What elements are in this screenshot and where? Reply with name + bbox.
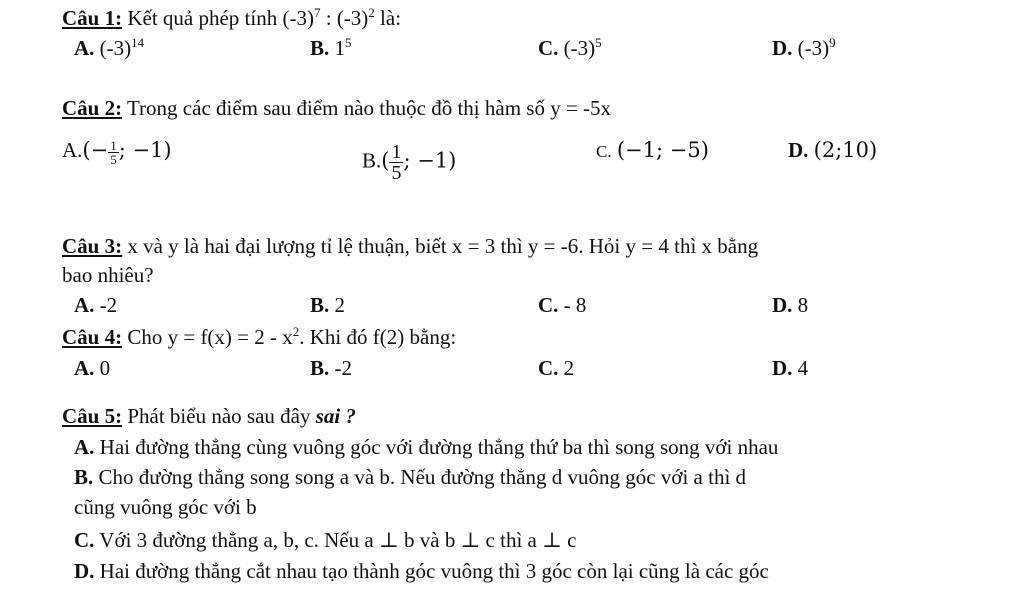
option-letter: A. — [74, 293, 95, 317]
q2-option-c[interactable] — [596, 138, 709, 164]
q3-option-a[interactable] — [74, 293, 117, 317]
q5-option-c[interactable] — [74, 528, 576, 552]
fraction-denominator: 5 — [391, 162, 402, 184]
q5-option-b[interactable] — [74, 465, 746, 489]
q4-option-b[interactable] — [310, 356, 352, 380]
option-letter: A. — [74, 36, 95, 60]
option-value: (−1; −5) — [616, 138, 709, 162]
q1-option-c[interactable] — [538, 36, 602, 60]
q5-option-a[interactable] — [74, 435, 778, 459]
option-letter: B. — [74, 465, 94, 489]
q1-expr-base2: (-3) — [336, 6, 369, 30]
q5-stem — [62, 404, 356, 428]
option-letter: D. — [74, 559, 95, 583]
option-value: 1 — [334, 36, 346, 60]
option-letter: A. — [74, 435, 95, 459]
option-letter: C. — [538, 293, 559, 317]
fraction — [108, 139, 119, 166]
option-pre: ( — [381, 148, 390, 173]
option-value: Với 3 đường thẳng a, b, c. Nếu a ⊥ b và b ⊥ c thì a ⊥ c — [99, 528, 577, 552]
option-letter: C. — [538, 36, 559, 60]
option-exp: 9 — [829, 35, 836, 50]
q2-stem — [62, 96, 611, 120]
option-letter: B. — [310, 36, 330, 60]
q3-option-c[interactable] — [538, 293, 586, 317]
q3-text: x và y là hai đại lượng tỉ lệ thuận, biết x = 3 thì y = -6. Hỏi y = 4 thì x bằng — [127, 234, 759, 258]
option-letter: B. — [310, 356, 330, 380]
q1-text: Kết quả phép tính — [127, 6, 278, 30]
option-value: Hai đường thẳng cắt nhau tạo thành góc vuông thì 3 góc còn lại cũng là các góc — [99, 559, 769, 583]
fraction-numerator: 1 — [110, 137, 117, 153]
q5-label: Câu 5: — [62, 404, 123, 428]
q1-expr-op: : — [325, 6, 332, 30]
option-letter: A. — [62, 138, 83, 162]
q4-text-exp: 2 — [292, 324, 300, 339]
option-exp: 5 — [345, 35, 352, 50]
q1-expr-exp1: 7 — [313, 5, 321, 20]
option-value: cũng vuông góc với b — [74, 495, 257, 519]
q4-option-a[interactable] — [74, 356, 110, 380]
q2-option-b[interactable] — [362, 142, 456, 183]
fraction-denominator: 5 — [110, 151, 117, 167]
option-value: (2;10) — [813, 138, 878, 162]
q5-option-d[interactable] — [74, 559, 769, 583]
option-exp: 14 — [131, 35, 145, 50]
option-pre: (− — [82, 138, 109, 162]
q3-label: Câu 3: — [62, 234, 123, 258]
q2-label: Câu 2: — [62, 96, 123, 120]
q1-option-a[interactable] — [74, 36, 144, 60]
option-value: 2 — [334, 293, 346, 317]
option-value: Hai đường thẳng cùng vuông góc với đường thẳng thứ ba thì song song với nhau — [99, 435, 779, 459]
q1-option-b[interactable] — [310, 36, 352, 60]
option-letter: C. — [596, 142, 612, 161]
option-value: (-3) — [563, 36, 596, 60]
q5-emphasis: sai ? — [315, 404, 356, 428]
q1-expr-base1: (-3) — [282, 6, 314, 30]
option-exp: 5 — [595, 35, 602, 50]
option-letter: D. — [772, 36, 793, 60]
q4-option-d[interactable] — [772, 356, 808, 380]
option-value: Cho đường thẳng song song a và b. Nếu đường thẳng d vuông góc với a thì d — [98, 465, 747, 489]
option-letter: B. — [310, 293, 330, 317]
q5-text: Phát biểu nào sau đây — [127, 404, 311, 428]
q3-option-b[interactable] — [310, 293, 345, 317]
option-letter: D. — [772, 293, 793, 317]
option-post: ; −1) — [118, 138, 172, 162]
option-value: (-3) — [797, 36, 830, 60]
option-value: 8 — [797, 293, 809, 317]
option-value: (-3) — [99, 36, 132, 60]
q4-stem — [62, 325, 456, 349]
q2-option-d[interactable] — [788, 138, 877, 162]
option-value: 4 — [797, 356, 809, 380]
q1-stem — [62, 6, 401, 30]
option-value: 2 — [563, 356, 575, 380]
q1-option-d[interactable] — [772, 36, 836, 60]
q4-text-pre: Cho y = f(x) = 2 - x — [127, 325, 293, 349]
q4-label: Câu 4: — [62, 325, 123, 349]
q4-text-post: . Khi đó f(2) bằng: — [299, 325, 457, 349]
option-letter: A. — [74, 356, 95, 380]
q2-text: Trong các điểm sau điểm nào thuộc đồ thị hàm số y = -5x — [126, 96, 612, 120]
q1-tail: là: — [380, 6, 402, 30]
option-letter: C. — [74, 528, 95, 552]
q3-option-d[interactable] — [772, 293, 808, 317]
option-value: 0 — [99, 356, 111, 380]
option-value: -2 — [99, 293, 118, 317]
option-letter: D. — [788, 138, 809, 162]
option-value: - 8 — [563, 293, 587, 317]
q3-stem-cont — [62, 263, 154, 287]
q3-stem — [62, 234, 758, 258]
option-letter: B. — [362, 148, 382, 173]
fraction-numerator: 1 — [391, 141, 402, 163]
q1-expr-exp2: 2 — [368, 5, 375, 20]
q2-option-a[interactable] — [62, 138, 172, 166]
q1-label: Câu 1: — [62, 6, 123, 30]
option-post: ; −1) — [403, 148, 457, 173]
option-letter: D. — [772, 356, 793, 380]
option-letter: C. — [538, 356, 559, 380]
q4-option-c[interactable] — [538, 356, 574, 380]
q3-text2: bao nhiêu? — [62, 263, 154, 287]
option-value: -2 — [334, 356, 353, 380]
q5-option-b-cont[interactable] — [74, 495, 257, 519]
fraction — [389, 142, 403, 183]
